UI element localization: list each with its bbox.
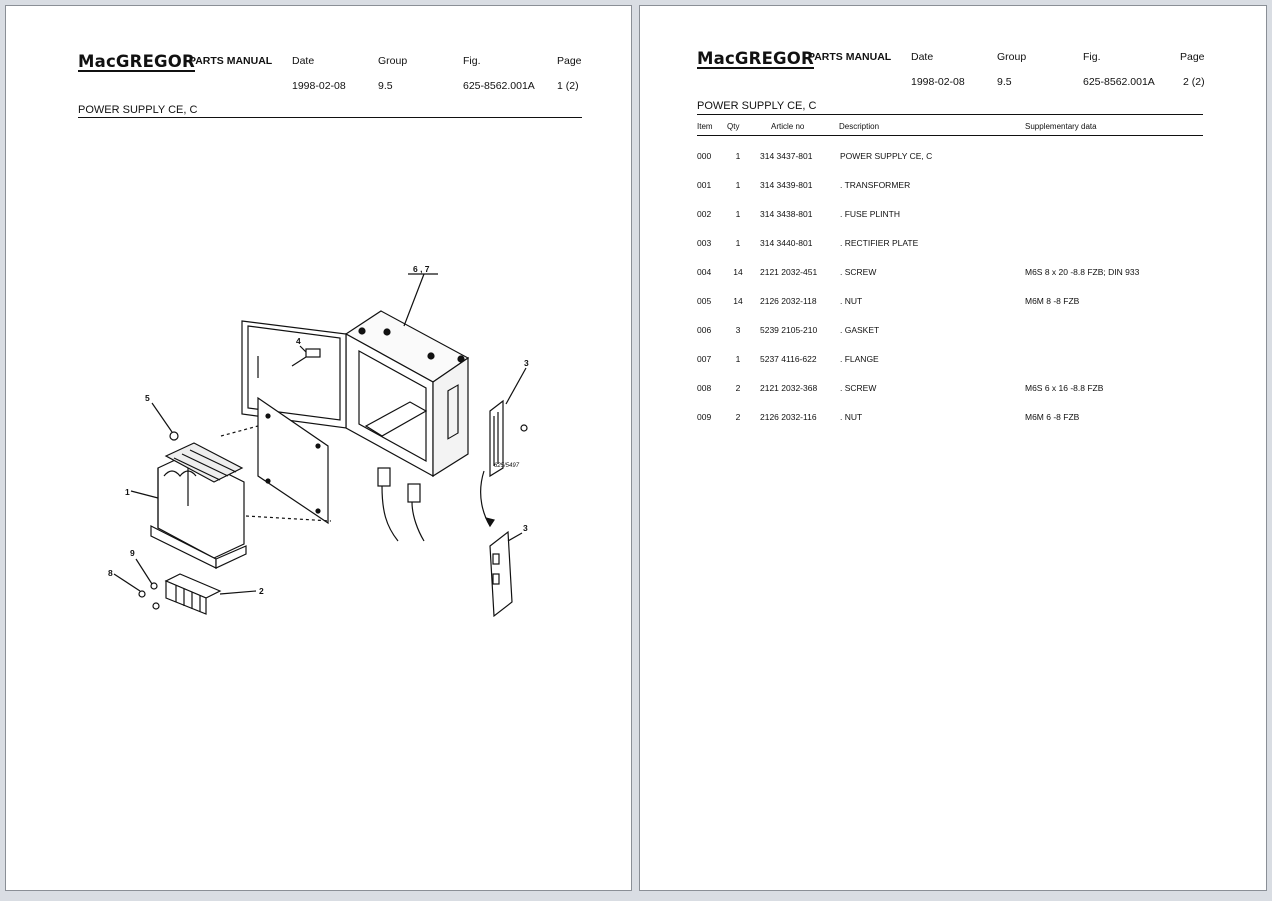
page-title: POWER SUPPLY CE, C	[697, 100, 817, 112]
cell-qty: 1	[735, 209, 741, 219]
cell-qty: 1	[735, 180, 741, 190]
parts-manual-page-2	[639, 5, 1267, 891]
cell-description: . SCREW	[840, 267, 877, 277]
cell-description: POWER SUPPLY CE, C	[840, 151, 933, 161]
page-title: POWER SUPPLY CE, C	[78, 104, 198, 116]
callout-3-top: 3	[524, 358, 529, 368]
cell-description: . TRANSFORMER	[840, 180, 911, 190]
cell-supplementary: M6S 8 x 20 -8.8 FZB; DIN 933	[1025, 267, 1140, 277]
cell-article: 314 3440-801	[760, 238, 813, 248]
cell-description: . SCREW	[840, 383, 877, 393]
callout-4: 4	[296, 336, 301, 346]
cell-article: 5239 2105-210	[760, 325, 818, 335]
cell-article: 2126 2032-118	[760, 296, 817, 306]
brand-logo: MacGREGOR	[78, 52, 195, 71]
callout-6-7: 6 , 7	[413, 264, 430, 274]
page-header: Page	[1180, 51, 1205, 63]
page-value: 2 (2)	[1183, 76, 1205, 88]
cell-description: . GASKET	[840, 325, 880, 335]
cell-item: 002	[697, 209, 712, 219]
cell-item: 004	[697, 267, 712, 277]
cell-article: 2126 2032-116	[760, 412, 817, 422]
group-value: 9.5	[997, 76, 1012, 88]
cell-item: 006	[697, 325, 712, 335]
cell-item: 003	[697, 238, 712, 248]
page-header: Page	[557, 55, 582, 67]
cell-item: 008	[697, 383, 712, 393]
cell-article: 5237 4116-622	[760, 354, 817, 364]
callout-1: 1	[125, 487, 130, 497]
fig-header: Fig.	[463, 55, 481, 67]
callout-8: 8	[108, 568, 113, 578]
header-rule	[697, 135, 1203, 136]
cell-item: 005	[697, 296, 712, 306]
group-header: Group	[378, 55, 408, 67]
fig-value: 625-8562.001A	[463, 80, 535, 92]
cell-qty: 1	[735, 151, 741, 161]
cell-description: . RECTIFIER PLATE	[840, 238, 919, 248]
col-header-qty: Qty	[727, 122, 740, 131]
manual-label: PARTS MANUAL	[189, 55, 273, 67]
cell-qty: 2	[735, 412, 741, 422]
cell-article: 2121 2032-368	[760, 383, 818, 393]
cell-item: 001	[697, 180, 712, 190]
callout-2: 2	[259, 586, 264, 596]
cell-supplementary: M6M 6 -8 FZB	[1025, 412, 1080, 422]
col-header-supplementary: Supplementary data	[1025, 122, 1097, 131]
cell-item: 009	[697, 412, 712, 422]
cell-description: . NUT	[840, 412, 863, 422]
drawing-number: 625/5497	[494, 463, 520, 469]
group-header: Group	[997, 51, 1027, 63]
callout-3-bottom: 3	[523, 523, 528, 533]
exploded-assembly-drawing	[6, 6, 633, 892]
cell-supplementary: M6S 6 x 16 -8.8 FZB	[1025, 383, 1104, 393]
callout-5: 5	[145, 393, 150, 403]
cell-description: . NUT	[840, 296, 863, 306]
manual-label: PARTS MANUAL	[808, 51, 892, 63]
cell-qty: 1	[735, 238, 741, 248]
title-rule	[697, 114, 1203, 115]
cell-article: 314 3439-801	[760, 180, 813, 190]
cell-qty: 3	[735, 325, 741, 335]
cell-qty: 1	[735, 354, 741, 364]
date-value: 1998-02-08	[911, 76, 965, 88]
col-header-item: Item	[697, 122, 713, 131]
cell-article: 2121 2032-451	[760, 267, 818, 277]
cell-qty: 14	[733, 267, 743, 277]
cell-article: 314 3437-801	[760, 151, 813, 161]
cell-qty: 2	[735, 383, 741, 393]
cell-qty: 14	[733, 296, 743, 306]
cell-item: 000	[697, 151, 712, 161]
cell-description: . FUSE PLINTH	[840, 209, 900, 219]
fig-value: 625-8562.001A	[1083, 76, 1155, 88]
date-header: Date	[292, 55, 315, 67]
cell-description: . FLANGE	[840, 354, 879, 364]
brand-logo: MacGREGOR	[697, 49, 814, 68]
cell-item: 007	[697, 354, 712, 364]
page-value: 1 (2)	[557, 80, 579, 92]
parts-manual-page-1	[5, 5, 632, 891]
cell-article: 314 3438-801	[760, 209, 813, 219]
group-value: 9.5	[378, 80, 393, 92]
date-value: 1998-02-08	[292, 80, 346, 92]
col-header-article: Article no	[771, 122, 805, 131]
callout-9: 9	[130, 548, 135, 558]
col-header-description: Description	[839, 122, 880, 131]
cell-supplementary: M6M 8 -8 FZB	[1025, 296, 1080, 306]
date-header: Date	[911, 51, 934, 63]
fig-header: Fig.	[1083, 51, 1101, 63]
